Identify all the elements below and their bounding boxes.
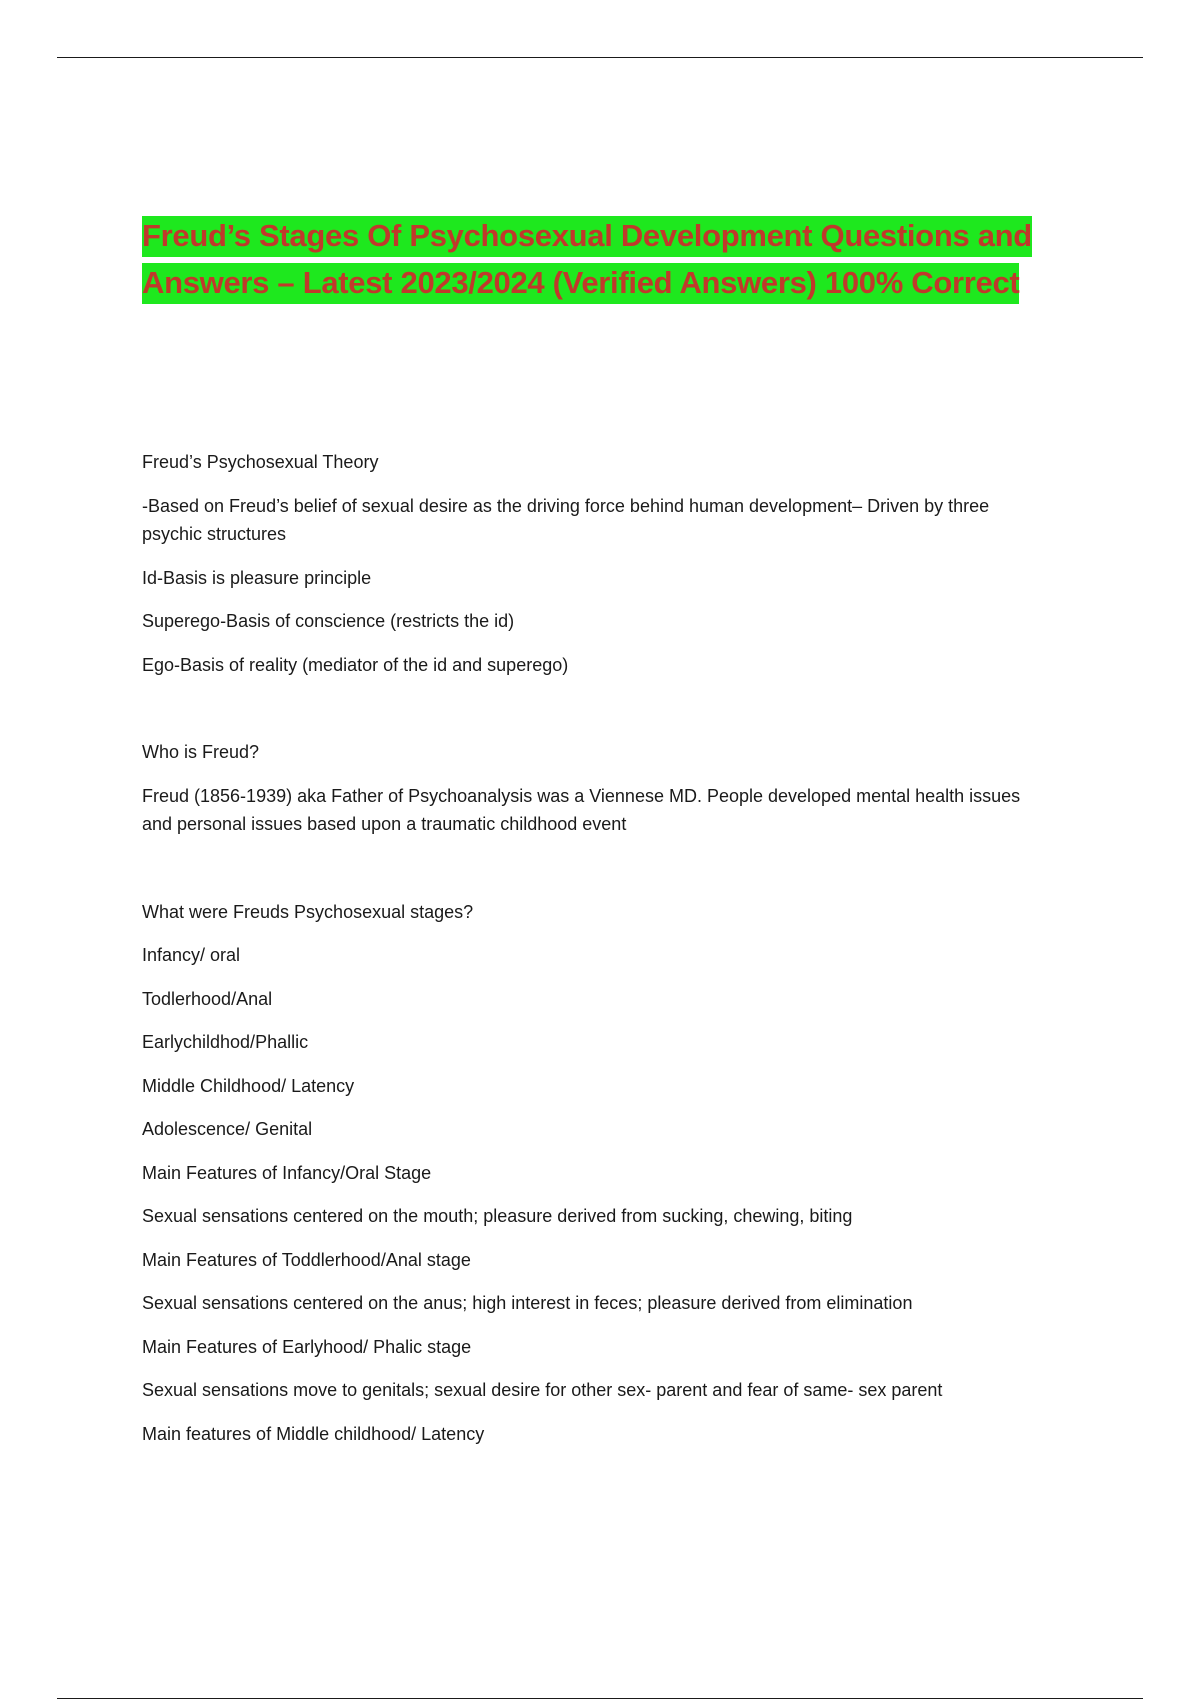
answer-line: Freud (1856-1939) aka Father of Psychoanalysis was a Viennese MD. People developed mental health issues and personal issues based upon a traumatic childhood event [142,785,1021,834]
title-highlight: Freud’s Stages Of Psychosexual Development Questions and Answers – Latest 2023/2024 (Verified Answers) 100% Correct [142,216,1032,304]
section-gap [142,854,1042,898]
answer-line: Todlerhood/Anal [142,988,273,1009]
answer-line: Id-Basis is pleasure principle [142,567,372,588]
answer-line: Sexual sensations centered on the anus; high interest in feces; pleasure derived from elimination [142,1293,913,1313]
bottom-rule [57,1698,1143,1699]
question-line: Main features of Middle childhood/ Latency [142,1423,485,1444]
answer-line: Earlychildhod/Phallic [142,1032,309,1052]
question-heading: Freud’s Psychosexual Theory [142,452,379,472]
answer-line: Sexual sensations move to genitals; sexual desire for other sex- parent and fear of same- sex parent [142,1380,943,1400]
answer-line: Ego-Basis of reality (mediator of the id and superego) [142,654,569,675]
question-line: Main Features of Infancy/Oral Stage [142,1162,432,1183]
answer-line: -Based on Freud’s belief of sexual desire as the driving force behind human development– Driven by three psychic structures [142,495,990,544]
top-rule [57,57,1143,58]
document-title [142,212,1042,306]
question-heading: Who is Freud? [142,742,260,762]
section-gap [142,694,1042,738]
document-body [142,448,1042,1463]
question-heading: What were Freuds Psychosexual stages? [142,901,474,922]
answer-line: Adolescence/ Genital [142,1119,313,1139]
question-line: Main Features of Earlyhood/ Phalic stage [142,1336,472,1357]
question-line: Main Features of Toddlerhood/Anal stage [142,1249,471,1270]
answer-line: Middle Childhood/ Latency [142,1075,355,1096]
answer-line: Sexual sensations centered on the mouth; pleasure derived from sucking, chewing, biting [142,1206,853,1226]
answer-line: Infancy/ oral [142,945,241,965]
answer-line: Superego-Basis of conscience (restricts the id) [142,611,515,631]
